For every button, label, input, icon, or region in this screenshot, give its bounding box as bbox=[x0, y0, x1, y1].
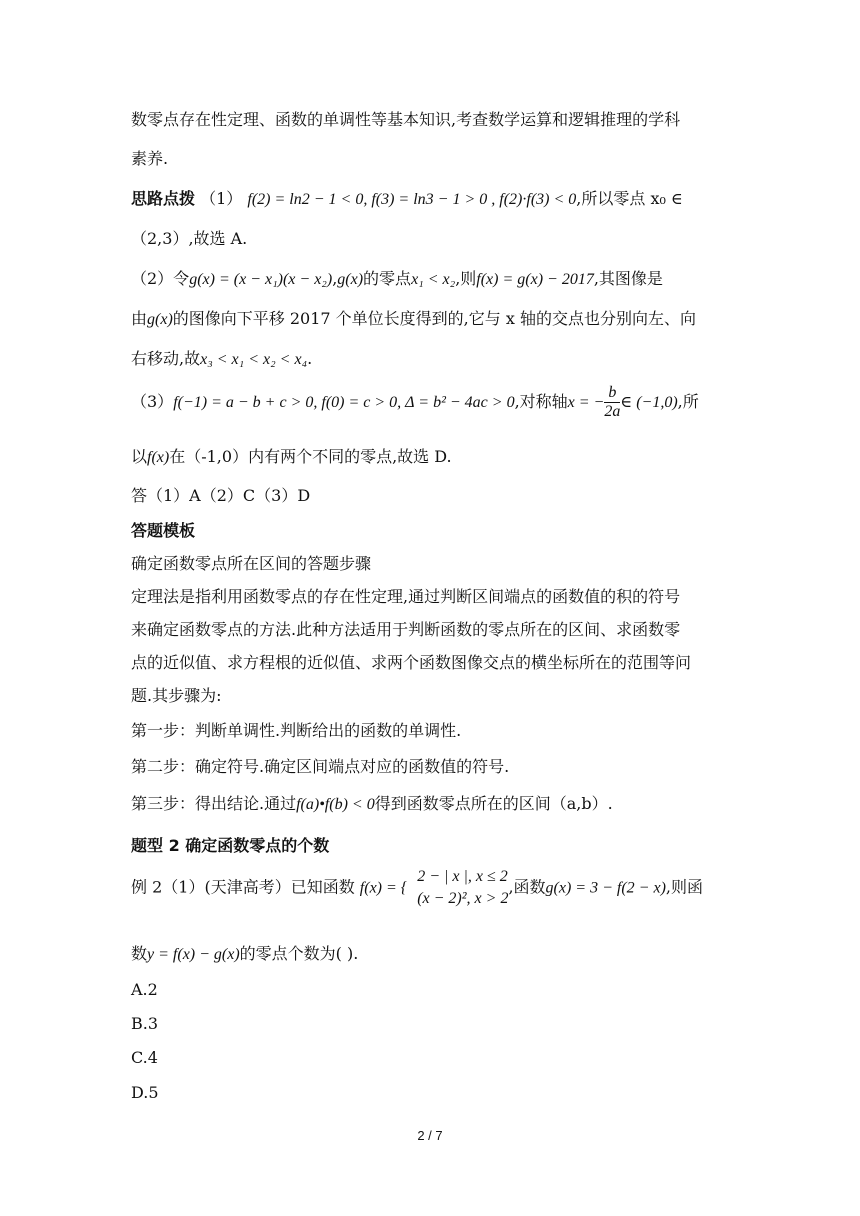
math-expression: y = f(x) − g(x) bbox=[147, 946, 240, 963]
example-line bbox=[131, 941, 358, 964]
text-fragment: 的零点 bbox=[363, 269, 412, 288]
text-fragment: （3） bbox=[131, 392, 174, 411]
text-fragment: ,其图像是 bbox=[593, 269, 663, 288]
option-c: C.4 bbox=[131, 1048, 158, 1067]
example-line bbox=[131, 866, 703, 910]
piecewise-row: (x − 2)², x > 2 bbox=[417, 890, 509, 907]
text-line: 确定函数零点所在区间的答题步骤 bbox=[131, 554, 372, 573]
text-fragment: 右移动,故 bbox=[131, 349, 201, 368]
option-a: A.2 bbox=[131, 980, 158, 999]
math-expression: x₁ < x₂ bbox=[411, 271, 456, 288]
fraction-numerator: b bbox=[604, 384, 620, 403]
math-expression: x = − bbox=[567, 394, 605, 411]
text-fragment: （2）令 bbox=[131, 269, 190, 288]
hint-line bbox=[131, 186, 683, 209]
text-fragment: 得到函数零点所在的区间（a,b）. bbox=[374, 794, 613, 813]
fraction-denominator: 2a bbox=[604, 403, 621, 420]
text-line bbox=[131, 346, 312, 369]
text-fragment: 的零点个数为( ). bbox=[239, 944, 359, 963]
option-d: D.5 bbox=[131, 1083, 159, 1102]
step-line: 第一步：判断单调性.判断给出的函数的单调性. bbox=[131, 721, 462, 740]
text-line bbox=[131, 266, 663, 289]
fraction bbox=[604, 384, 620, 421]
math-expression: g(x) bbox=[147, 311, 173, 328]
text-fragment: 数 bbox=[131, 944, 148, 963]
text-fragment: ,函数 bbox=[508, 877, 546, 897]
step-line bbox=[131, 791, 613, 814]
math-expression: g(x) bbox=[337, 271, 364, 288]
text-fragment: 的图像向下平移 2017 个单位长度得到的,它与 x 轴的交点也分别向左、向 bbox=[172, 309, 696, 328]
step-line: 第二步：确定符号.确定区间端点对应的函数值的符号. bbox=[131, 757, 510, 776]
text-line: （2,3）,故选 A. bbox=[131, 229, 248, 248]
text-line bbox=[131, 306, 696, 329]
text-line bbox=[131, 444, 452, 467]
page-number: 2 / 7 bbox=[417, 1128, 443, 1143]
text-line: 点的近似值、求方程根的近似值、求两个函数图像交点的横坐标所在的范围等问 bbox=[131, 653, 692, 672]
text-fragment: 以 bbox=[131, 447, 148, 466]
math-expression: g(x) = 3 − f(2 − x) bbox=[545, 879, 666, 897]
section-heading: 题型 2 确定函数零点的个数 bbox=[131, 836, 330, 855]
text-fragment: ,所以零点 x₀ ∈ bbox=[576, 189, 683, 208]
text-fragment: 第三步：得出结论.通过 bbox=[131, 794, 297, 813]
text-fragment: 例 2（1）(天津高考）已知函数 bbox=[131, 877, 355, 897]
math-expression: ∈ (−1,0) bbox=[620, 394, 678, 411]
text-fragment: ,对称轴 bbox=[514, 392, 568, 411]
text-fragment: ,则函 bbox=[665, 877, 703, 897]
text-line: 题.其步骤为: bbox=[131, 686, 222, 705]
text-fragment: , bbox=[332, 269, 338, 288]
math-expression: f(x) = g(x) − 2017 bbox=[476, 271, 594, 288]
text-line bbox=[131, 384, 699, 421]
math-expression: f(a)•f(b) < 0 bbox=[296, 796, 375, 813]
section-heading: 答题模板 bbox=[131, 521, 196, 540]
math-expression: x₃ < x₁ < x₂ < x₄ bbox=[200, 351, 308, 368]
text-fragment: （1） bbox=[200, 189, 243, 208]
text-line: 来确定函数零点的方法.此种方法适用于判断函数的零点所在的区间、求函数零 bbox=[131, 620, 681, 639]
piecewise-definition bbox=[407, 866, 508, 910]
text-fragment: ,则 bbox=[455, 269, 477, 288]
math-expression: f(2) = ln2 − 1 < 0, f(3) = ln3 − 1 > 0 , f(2)·f(3) < 0 bbox=[247, 191, 577, 208]
text-fragment: 由 bbox=[131, 309, 148, 328]
text-fragment: ,所 bbox=[677, 392, 699, 411]
math-expression: f(−1) = a − b + c > 0, f(0) = c > 0, Δ = b² − 4ac > 0 bbox=[173, 394, 515, 411]
hint-label: 思路点拨 bbox=[131, 189, 196, 208]
math-expression: g(x) = (x − x₁)(x − x₂) bbox=[189, 271, 333, 288]
text-fragment: . bbox=[307, 349, 313, 368]
text-line: 定理法是指利用函数零点的存在性定理,通过判断区间端点的函数值的积的符号 bbox=[131, 587, 681, 606]
text-line: 素养. bbox=[131, 149, 169, 168]
piecewise-row: 2 − | x |, x ≤ 2 bbox=[417, 868, 508, 885]
answer-line: 答（1）A（2）C（3）D bbox=[131, 486, 311, 505]
math-expression: f(x) bbox=[147, 449, 170, 466]
math-expression: f(x) = { bbox=[359, 879, 408, 897]
text-fragment: 在（-1,0）内有两个不同的零点,故选 D. bbox=[169, 447, 452, 466]
text-line: 数零点存在性定理、函数的单调性等基本知识,考查数学运算和逻辑推理的学科 bbox=[131, 110, 681, 129]
option-b: B.3 bbox=[131, 1014, 159, 1033]
